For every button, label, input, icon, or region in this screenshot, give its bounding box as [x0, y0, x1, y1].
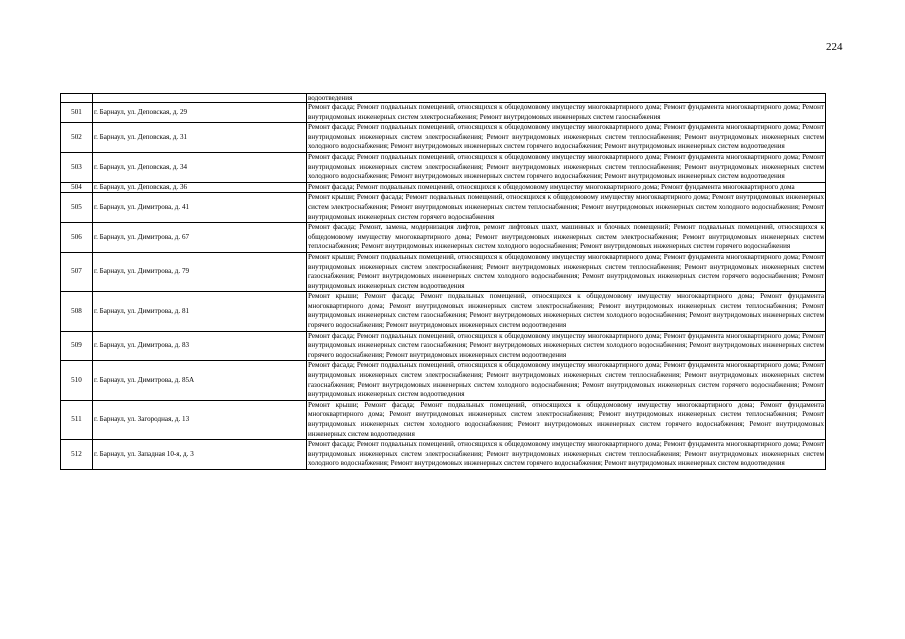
- row-works: Ремонт крыши; Ремонт фасада; Ремонт подвальных помещений, относящихся к общедомовому имуществу многоквартирного дома; Ремонт фундамента многоквартирного дома; Ремонт внутридомовых инженерных систем электроснабжения; Ремонт внутридомовых инженерных систем теплоснабжения; Ремонт внутридомовых инженерных систем холодного водоснабжения; Ремонт внутридомовых инженерных систем горячего водоснабжения; Ремонт внутридомовых инженерных систем водоотведения: [307, 400, 826, 439]
- row-works: Ремонт фасада; Ремонт, замена, модернизация лифтов, ремонт лифтовых шахт, машинных и блочных помещений; Ремонт подвальных помещений, относящихся к общедомовому имуществу многоквартирного дома; Ремонт внутридомовых инженерных систем электроснабжения; Ремонт внутридомовых инженерных систем теплоснабжения; Ремонт внутридомовых инженерных систем холодного водоснабжения; Ремонт внутридомовых инженерных систем горячего водоснабжения: [307, 223, 826, 253]
- row-address: г. Барнаул, ул. Деповская, д. 31: [93, 123, 307, 153]
- works-table: [60, 93, 826, 470]
- table-row: [61, 331, 826, 361]
- table-row: [61, 440, 826, 470]
- row-works: Ремонт крыши; Ремонт подвальных помещений, относящихся к общедомовому имуществу многоквартирного дома; Ремонт фундамента многоквартирного дома; Ремонт внутридомовых инженерных систем электроснабжения; Ремонт внутридомовых инженерных систем теплоснабжения; Ремонт внутридомовых инженерных систем газоснабжения; Ремонт внутридомовых инженерных систем холодного водоснабжения; Ремонт внутридомовых инженерных систем горячего водоснабжения; Ремонт внутридомовых инженерных систем водоотведения: [307, 252, 826, 291]
- row-number: 510: [61, 361, 93, 400]
- row-works: Ремонт фасада; Ремонт подвальных помещений, относящихся к общедомовому имуществу многоквартирного дома; Ремонт фундамента многоквартирного дома; Ремонт внутридомовых инженерных систем электроснабжения; Ремонт внутридомовых инженерных систем теплоснабжения; Ремонт внутридомовых инженерных систем холодного водоснабжения; Ремонт внутридомовых инженерных систем горячего водоснабжения; Ремонт внутридомовых инженерных систем водоотведения: [307, 123, 826, 153]
- continuation-num-cell: [61, 94, 93, 103]
- row-works: Ремонт фасада; Ремонт подвальных помещений, относящихся к общедомовому имуществу многоквартирного дома; Ремонт фундамента многоквартирного дома; Ремонт внутридомовых инженерных систем электроснабжения; Ремонт внутридомовых инженерных систем теплоснабжения; Ремонт внутридомовых инженерных систем холодного водоснабжения; Ремонт внутридомовых инженерных систем горячего водоснабжения; Ремонт внутридомовых инженерных систем водоотведения: [307, 152, 826, 182]
- row-number: 504: [61, 182, 93, 193]
- row-address: г. Барнаул, ул. Деповская, д. 34: [93, 152, 307, 182]
- row-number: 512: [61, 440, 93, 470]
- works-table-body: [61, 94, 826, 470]
- row-address: г. Барнаул, ул. Димитрова, д. 83: [93, 331, 307, 361]
- row-address: г. Барнаул, ул. Димитрова, д. 85А: [93, 361, 307, 400]
- row-works: Ремонт крыши; Ремонт фасада; Ремонт подвальных помещений, относящихся к общедомовому имуществу многоквартирного дома; Ремонт фундамента многоквартирного дома; Ремонт внутридомовых инженерных систем электроснабжения; Ремонт внутридомовых инженерных систем теплоснабжения; Ремонт внутридомовых инженерных систем газоснабжения; Ремонт внутридомовых инженерных систем холодного водоснабжения; Ремонт внутридомовых инженерных систем горячего водоснабжения; Ремонт внутридомовых инженерных систем водоотведения: [307, 292, 826, 331]
- table-row: [61, 182, 826, 193]
- row-number: 509: [61, 331, 93, 361]
- row-works: Ремонт фасада; Ремонт подвальных помещений, относящихся к общедомовому имуществу многоквартирного дома; Ремонт фундамента многоквартирного дома; Ремонт внутридомовых инженерных систем электроснабжения; Ремонт внутридомовых инженерных систем газоснабжения: [307, 103, 826, 123]
- row-number: 501: [61, 103, 93, 123]
- row-works: Ремонт фасада; Ремонт подвальных помещений, относящихся к общедомовому имуществу многоквартирного дома; Ремонт фундамента многоквартирного дома; Ремонт внутридомовых инженерных систем электроснабжения; Ремонт внутридомовых инженерных систем теплоснабжения; Ремонт внутридомовых инженерных систем газоснабжения; Ремонт внутридомовых инженерных систем холодного водоснабжения; Ремонт внутридомовых инженерных систем горячего водоснабжения; Ремонт внутридомовых инженерных систем водоотведения: [307, 361, 826, 400]
- table-row: [61, 223, 826, 253]
- table-row: [61, 292, 826, 331]
- row-address: г. Барнаул, ул. Деповская, д. 29: [93, 103, 307, 123]
- row-number: 503: [61, 152, 93, 182]
- continuation-address-cell: [93, 94, 307, 103]
- row-works: Ремонт фасада; Ремонт подвальных помещений, относящихся к общедомовому имуществу многоквартирного дома; Ремонт фундамента многоквартирного дома: [307, 182, 826, 193]
- row-address: г. Барнаул, ул. Димитрова, д. 41: [93, 193, 307, 223]
- row-address: г. Барнаул, ул. Западная 10-я, д. 3: [93, 440, 307, 470]
- row-address: г. Барнаул, ул. Димитрова, д. 67: [93, 223, 307, 253]
- table-row: [61, 361, 826, 400]
- row-address: г. Барнаул, ул. Деповская, д. 36: [93, 182, 307, 193]
- table-row: [61, 252, 826, 291]
- row-works: Ремонт фасада; Ремонт подвальных помещений, относящихся к общедомовому имуществу многоквартирного дома; Ремонт фундамента многоквартирного дома; Ремонт внутридомовых инженерных систем электроснабжения; Ремонт внутридомовых инженерных систем теплоснабжения; Ремонт внутридомовых инженерных систем холодного водоснабжения; Ремонт внутридомовых инженерных систем горячего водоснабжения; Ремонт внутридомовых инженерных систем водоотведения: [307, 440, 826, 470]
- page-number: 224: [826, 41, 843, 53]
- row-number: 506: [61, 223, 93, 253]
- row-number: 508: [61, 292, 93, 331]
- table-row: [61, 152, 826, 182]
- table-row: [61, 103, 826, 123]
- table-row: [61, 400, 826, 439]
- row-number: 507: [61, 252, 93, 291]
- table-row: [61, 123, 826, 153]
- row-works: Ремонт крыши; Ремонт фасада; Ремонт подвальных помещений, относящихся к общедомовому имуществу многоквартирного дома; Ремонт внутридомовых инженерных систем электроснабжения; Ремонт внутридомовых инженерных систем теплоснабжения; Ремонт внутридомовых инженерных систем холодного водоснабжения; Ремонт внутридомовых инженерных систем горячего водоснабжения: [307, 193, 826, 223]
- table-row: [61, 193, 826, 223]
- row-number: 502: [61, 123, 93, 153]
- row-number: 511: [61, 400, 93, 439]
- row-address: г. Барнаул, ул. Димитрова, д. 81: [93, 292, 307, 331]
- row-works: Ремонт фасада; Ремонт подвальных помещений, относящихся к общедомовому имуществу многоквартирного дома; Ремонт фундамента многоквартирного дома; Ремонт внутридомовых инженерных систем газоснабжения; Ремонт внутридомовых инженерных систем холодного водоснабжения; Ремонт внутридомовых инженерных систем горячего водоснабжения; Ремонт внутридомовых инженерных систем водоотведения: [307, 331, 826, 361]
- continuation-works-cell: водоотведения: [307, 94, 826, 103]
- row-address: г. Барнаул, ул. Димитрова, д. 79: [93, 252, 307, 291]
- row-address: г. Барнаул, ул. Загородная, д. 13: [93, 400, 307, 439]
- continuation-row: [61, 94, 826, 103]
- row-number: 505: [61, 193, 93, 223]
